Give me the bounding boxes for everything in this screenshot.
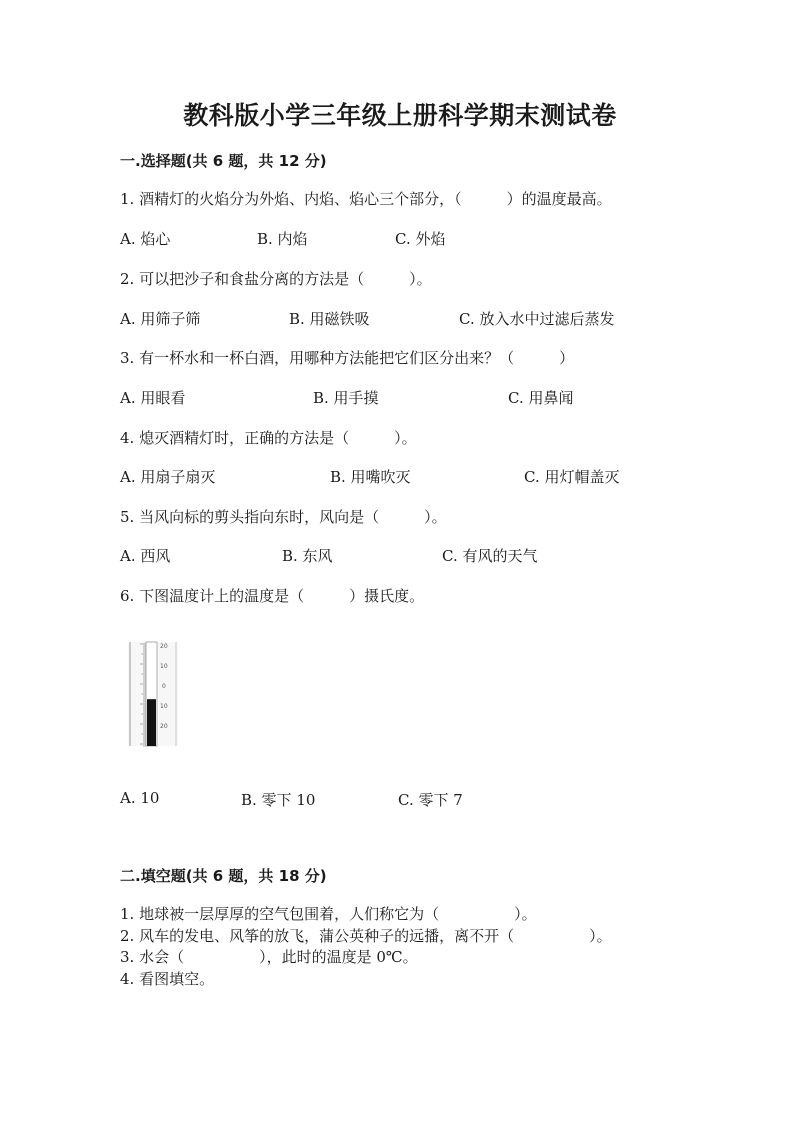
q1-option-b: B. 内焰	[257, 230, 308, 248]
thermometer-figure	[126, 638, 182, 748]
q6-option-b: B. 零下 10	[241, 791, 316, 809]
q4-option-a: A. 用扇子扇灭	[120, 468, 216, 486]
scale-label-20-bottom: 20	[160, 723, 168, 730]
page-title: 教科版小学三年级上册科学期末测试卷	[183, 101, 617, 130]
question-3: 3. 有一杯水和一杯白酒，用哪种方法能把它们区分出来？（ ）	[120, 349, 575, 367]
fill-blank-2: 2. 风车的发电、风筝的放飞，蒲公英种子的远播，离不开（ ）。	[120, 927, 612, 945]
scale-label-0: 0	[162, 683, 166, 690]
question-4: 4. 熄灭酒精灯时，正确的方法是（ ）。	[120, 429, 417, 447]
q3-option-c: C. 用鼻闻	[508, 389, 574, 407]
thermometer-mercury	[147, 699, 156, 746]
fill-blank-1: 1. 地球被一层厚厚的空气包围着，人们称它为（ ）。	[120, 905, 537, 923]
question-1: 1. 酒精灯的火焰分为外焰、内焰、焰心三个部分，（ ）的温度最高。	[120, 190, 612, 208]
question-2: 2. 可以把沙子和食盐分离的方法是（ ）。	[120, 270, 432, 288]
scale-label-10-top: 10	[160, 663, 168, 670]
question-5: 5. 当风向标的剪头指向东时，风向是（ ）。	[120, 508, 447, 526]
q2-option-a: A. 用筛子筛	[120, 310, 201, 328]
q6-option-c: C. 零下 7	[398, 791, 463, 809]
q5-option-a: A. 西风	[120, 547, 171, 565]
q5-option-b: B. 东风	[282, 547, 333, 565]
q3-option-b: B. 用手摸	[313, 389, 379, 407]
fill-blank-3: 3. 水会（ ），此时的温度是 0℃。	[120, 948, 418, 966]
q6-option-a: A. 10	[120, 789, 160, 807]
fill-blank-4: 4. 看图填空。	[120, 970, 215, 988]
q1-option-c: C. 外焰	[395, 230, 446, 248]
q5-option-c: C. 有风的天气	[442, 547, 538, 565]
q2-option-c: C. 放入水中过滤后蒸发	[459, 310, 615, 328]
q4-option-c: C. 用灯帽盖灭	[524, 468, 620, 486]
q2-option-b: B. 用磁铁吸	[289, 310, 370, 328]
question-6: 6. 下图温度计上的温度是（ ）摄氏度。	[120, 587, 425, 605]
scale-label-20-top: 20	[160, 643, 168, 650]
section-2-heading: 二.填空题(共 6 题，共 18 分)	[120, 867, 327, 885]
q3-option-a: A. 用眼看	[120, 389, 186, 407]
scale-label-10-bottom: 10	[160, 703, 168, 710]
section-1-heading: 一.选择题(共 6 题，共 12 分)	[120, 152, 327, 170]
q4-option-b: B. 用嘴吹灭	[330, 468, 411, 486]
q1-option-a: A. 焰心	[120, 230, 171, 248]
